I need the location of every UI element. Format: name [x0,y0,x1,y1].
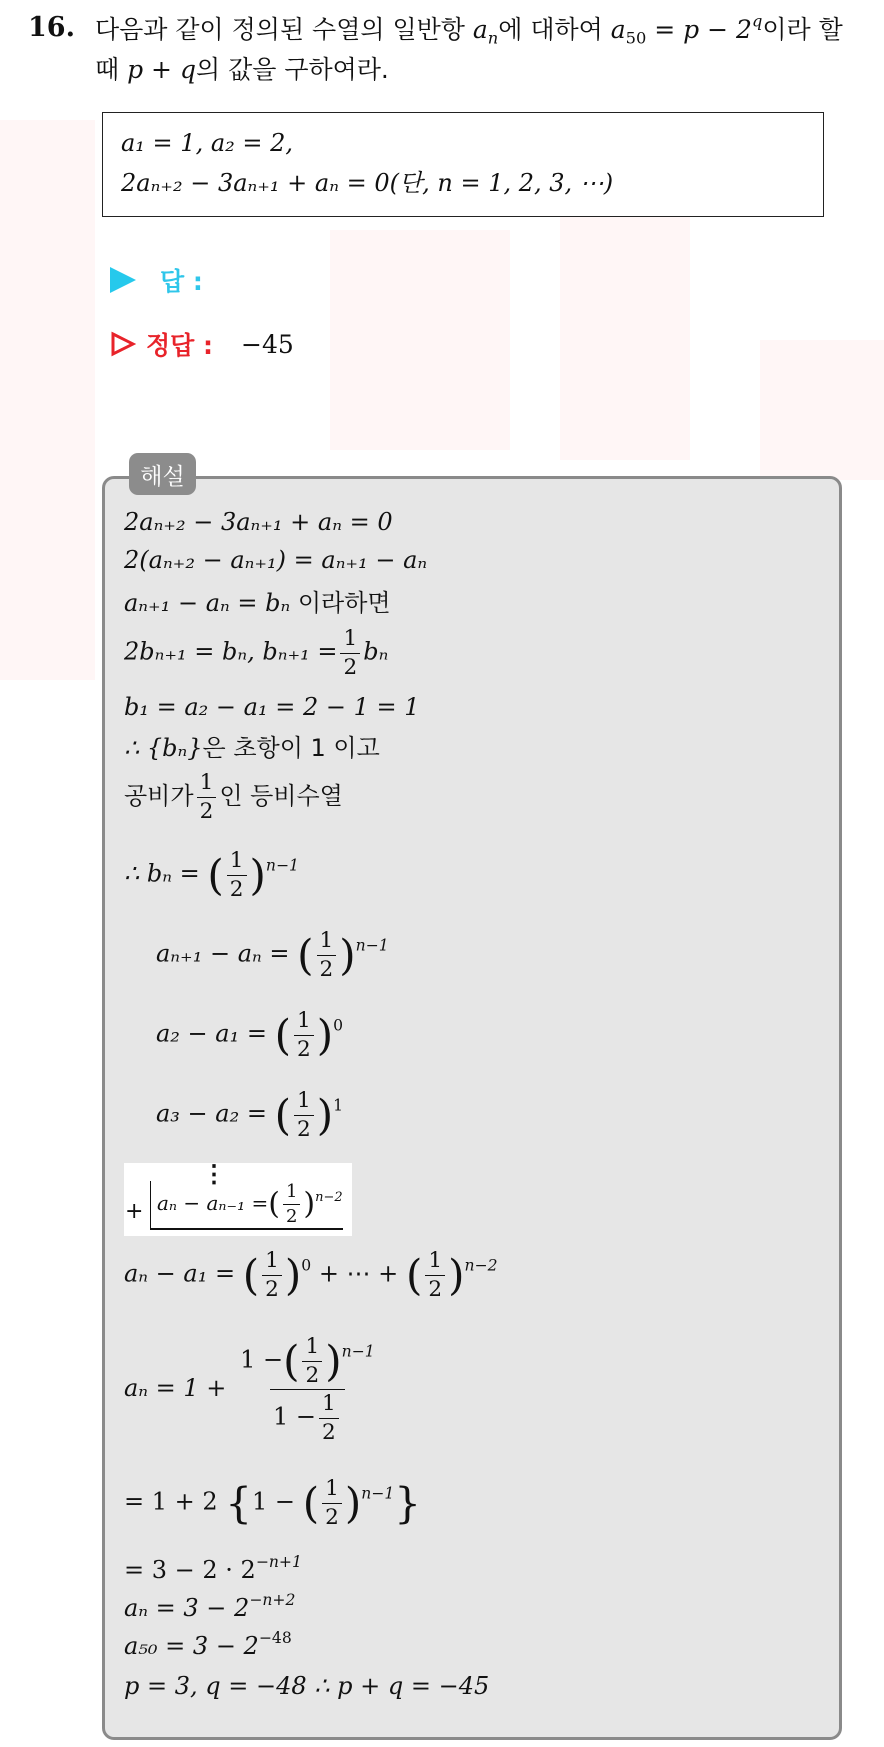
given-line: a₁ = 1, a₂ = 2, [121,129,294,157]
play-triangle-icon [110,267,136,293]
answer-row [110,262,203,298]
solution-line: = $3 - 2 \cdot 2^{-n+1}$ [124,1553,302,1584]
sum-image-box [124,1159,352,1236]
solution-line: = 1 + 2 {1 − ( $\frac{1}{2}$ )$^{n-1}$} [124,1476,421,1530]
correct-answer-row [110,326,294,362]
solution-line: 2bₙ₊₁ = bₙ, bₙ₊₁ = $\frac{1}{2}$ bₙ [124,626,389,680]
solution-line: ∴ bₙ = ( $\frac{1}{2}$ )$^{n-1}$ [124,848,299,902]
solution-line: aₙ = 1 + 1 −( $\frac{1}{2}$ )$^{n-1}$ 1 − $\frac{1}{2}$ [124,1334,375,1445]
question-text: 다음과 같이 정의된 수열의 일반항 $a_n$에 대하여 $a_{50} = p - 2^q$이라 할 때 p + q의 값을 구하여라. [95,11,843,84]
answer-label: 답 : [160,267,203,296]
solution-tag: 해설 [129,453,196,495]
solution-line: $a_{50} = 3 - 2^{-48}$ [124,1629,292,1660]
correct-answer-label: 정답 : [146,331,214,360]
solution-line: 2(aₙ₊₂ − aₙ₊₁) = aₙ₊₁ − aₙ [124,546,428,574]
solution-line: aₙ − a₁ = ( $\frac{1}{2}$ )$^0$ + ⋯ + ( $\frac{1}{2}$ )$^{n-2}$ [124,1248,498,1302]
correct-answer-value: −45 [241,329,294,359]
background-watermark [330,230,510,450]
question-number: 16. [28,12,75,43]
solution-line: 공비가 $\frac{1}{2}$ 인 등비수열 [124,770,343,824]
solution-line: p = 3, q = −48 ∴ p + q = −45 [124,1672,490,1700]
vertical-dots: ⋮ [202,1159,226,1188]
solution-line: $a_n = 3 - 2^{-n+2}$ [124,1591,296,1622]
solution-line: b₁ = a₂ − a₁ = 2 − 1 = 1 [124,693,420,721]
given-conditions-box [102,112,824,217]
solution-line: a₂ − a₁ = ( $\frac{1}{2}$ )$^0$ [156,1008,344,1062]
solution-line: 2aₙ₊₂ − 3aₙ₊₁ + aₙ = 0 [124,508,393,536]
sum-last-line: aₙ − aₙ₋₁ =( $\frac{1}{2}$ )$^{n-2}$ [150,1181,343,1230]
given-line: 2aₙ₊₂ − 3aₙ₊₁ + aₙ = 0(단, n = 1, 2, 3, ⋯) [121,169,614,197]
plus-sign: + [125,1199,144,1224]
background-watermark [560,200,690,460]
background-watermark [760,340,884,480]
solution-line: a₃ − a₂ = ( $\frac{1}{2}$ )$^1$ [156,1088,344,1142]
solution-line: aₙ₊₁ − aₙ = bₙ 이라하면 [124,589,391,617]
solution-line: ∴ {bₙ}은 초항이 1 이고 [124,734,380,762]
background-watermark [0,120,95,680]
outline-triangle-icon [110,331,136,357]
solution-line: aₙ₊₁ − aₙ = ( $\frac{1}{2}$ )$^{n-1}$ [156,928,389,982]
